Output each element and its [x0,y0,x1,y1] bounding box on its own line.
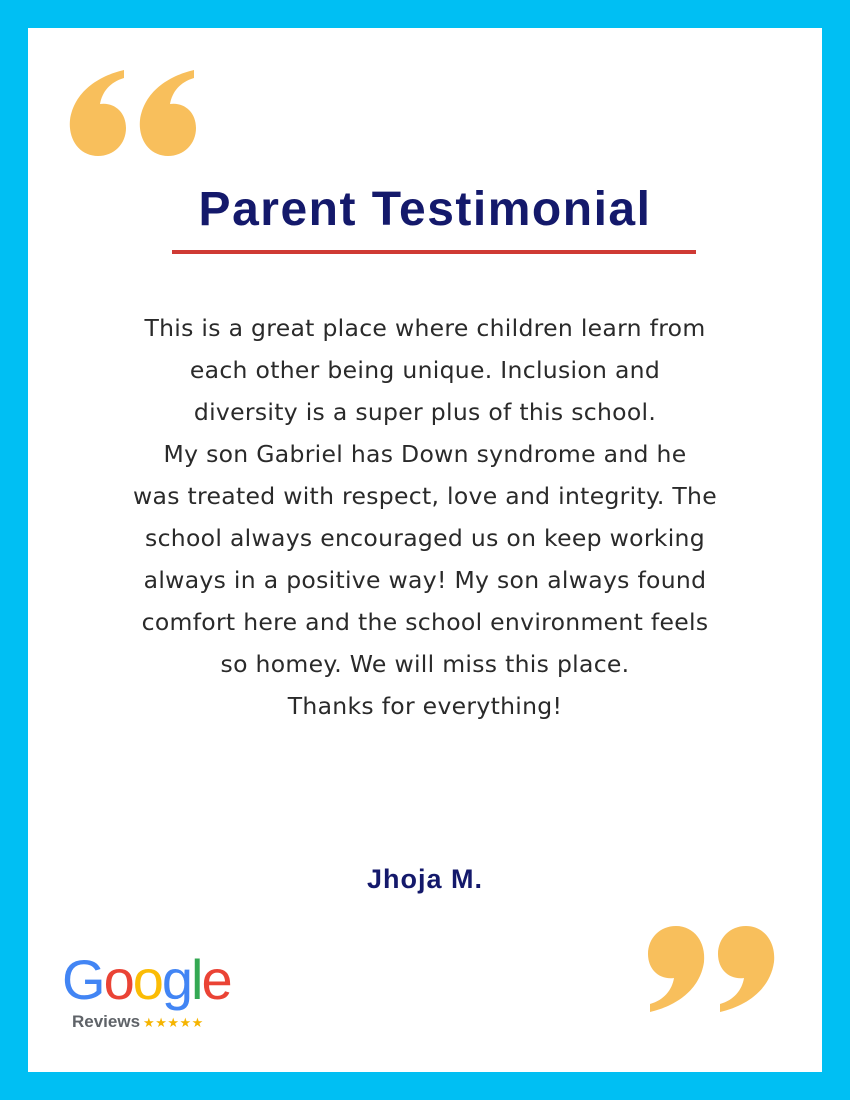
star-icon: ★★★★★ [143,1015,204,1030]
testimonial-card [28,28,822,1072]
testimonial-line: always in a positive way! My son always found [143,566,707,594]
title-underline [172,250,696,254]
testimonial-line: comfort here and the school environment feels [141,608,709,636]
google-logo-letter: o [132,948,162,1011]
google-logo-letter: g [161,948,192,1011]
google-logo-letter: l [191,948,202,1011]
google-logo-letter: e [201,948,231,1011]
testimonial-line: My son Gabriel has Down syndrome and he [163,440,687,468]
testimonial-line: diversity is a super plus of this school. [193,398,657,426]
testimonial-line: Thanks for everything! [287,692,563,720]
testimonial-line: This is a great place where children learn from [144,314,706,342]
google-logo-letter: o [103,948,133,1011]
google-logo [62,948,231,1012]
testimonial-line: so homey. We will miss this place. [220,650,630,678]
page-title: Parent Testimonial [198,183,652,236]
google-logo-letter: G [62,948,104,1011]
testimonial-line: each other being unique. Inclusion and [189,356,661,384]
reviews-label: Reviews [72,1012,141,1031]
open-quote-icon [66,68,198,160]
author-name: Jhoja M. [366,864,483,894]
reviews-row [72,1012,204,1032]
testimonial-text [68,307,782,727]
testimonial-line: school always encouraged us on keep working [145,524,705,552]
close-quote-icon [646,922,778,1014]
google-reviews-badge [62,948,252,1058]
testimonial-line: was treated with respect, love and integrity. The [133,482,717,510]
